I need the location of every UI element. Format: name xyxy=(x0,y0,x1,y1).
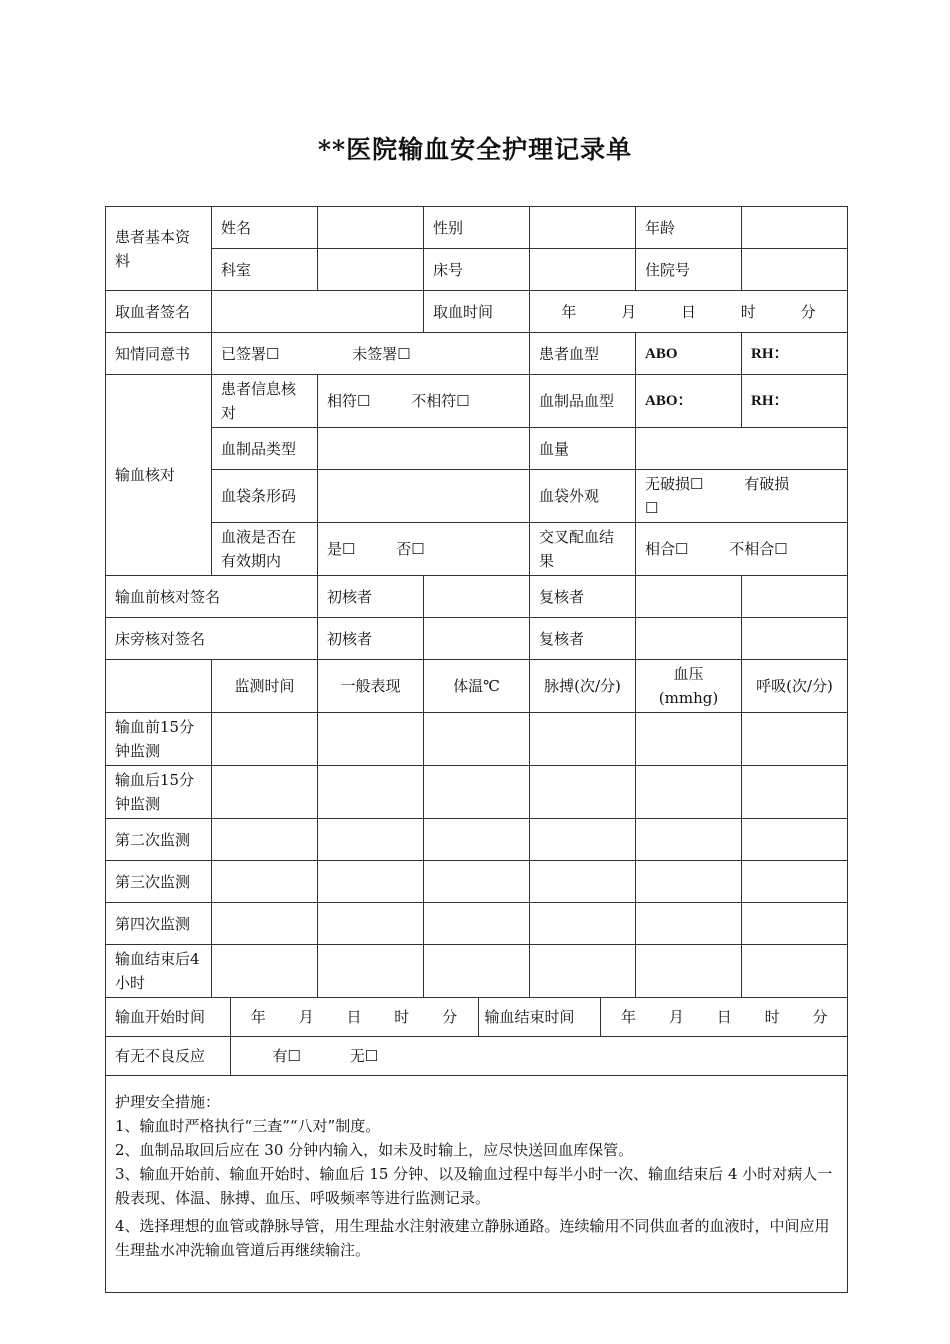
monitor-cell[interactable] xyxy=(212,903,318,945)
monitor-cell[interactable] xyxy=(424,861,530,903)
bed-field[interactable] xyxy=(530,249,636,291)
time-unit-hour: 时 xyxy=(740,302,756,321)
notes-row xyxy=(106,1076,848,1293)
notes-item: 1、输血时严格执行“三查”“八对”制度。 xyxy=(115,1117,381,1135)
pre-second-checker-spacer xyxy=(636,576,742,618)
bedside-sign-label: 床旁核对签名 xyxy=(106,618,318,660)
end-unit-hour: 时 xyxy=(764,1008,780,1026)
end-time-field[interactable] xyxy=(600,998,848,1036)
monitor-cell[interactable] xyxy=(212,713,318,766)
monitor-row xyxy=(106,903,848,945)
valid-yes-checkbox[interactable]: 是☐ xyxy=(327,540,356,558)
monitor-cell[interactable] xyxy=(530,945,636,998)
pre-second-checker-label: 复核者 xyxy=(530,576,636,618)
age-field[interactable] xyxy=(742,207,848,249)
product-rh-field[interactable]: RH： xyxy=(742,375,848,428)
monitor-cell[interactable] xyxy=(424,766,530,819)
transfusion-record-form xyxy=(105,206,848,1293)
bedside-first-checker-field[interactable] xyxy=(424,618,530,660)
start-unit-year: 年 xyxy=(250,1008,266,1026)
monitor-cell[interactable] xyxy=(318,903,424,945)
patient-rh-field[interactable]: RH： xyxy=(742,333,848,375)
monitor-cell[interactable] xyxy=(742,819,848,861)
valid-no-checkbox[interactable]: 否☐ xyxy=(396,540,425,558)
monitor-row xyxy=(106,766,848,819)
monitor-cell[interactable] xyxy=(212,945,318,998)
patient-row-2 xyxy=(106,249,848,291)
monitor-header-blank xyxy=(106,660,212,713)
monitor-cell[interactable] xyxy=(742,903,848,945)
age-label: 年龄 xyxy=(636,207,742,249)
damaged-checkbox[interactable]: 有破损☐ xyxy=(645,475,790,517)
monitor-cell[interactable] xyxy=(318,713,424,766)
monitor-cell[interactable] xyxy=(424,945,530,998)
monitor-cell[interactable] xyxy=(530,819,636,861)
end-unit-year: 年 xyxy=(620,1008,636,1026)
consent-label: 知情同意书 xyxy=(106,333,212,375)
end-unit-month: 月 xyxy=(668,1008,684,1026)
transfusion-time-cell xyxy=(106,998,848,1037)
patient-info-verify-label: 患者信息核对 xyxy=(212,375,318,428)
notes-heading: 护理安全措施： xyxy=(115,1093,221,1111)
monitor-cell[interactable] xyxy=(424,903,530,945)
monitor-row-label: 输血前15分钟监测 xyxy=(106,713,212,766)
mismatch-checkbox[interactable]: 不相符☐ xyxy=(411,392,470,410)
form-title: **医院输血安全护理记录单 xyxy=(317,135,633,164)
product-abo-field[interactable]: ABO： xyxy=(636,375,742,428)
product-category-field[interactable] xyxy=(318,428,530,470)
consent-signed-checkbox[interactable]: 已签署☐ xyxy=(221,344,280,363)
monitor-cell[interactable] xyxy=(742,766,848,819)
name-label: 姓名 xyxy=(212,207,318,249)
pre-sign-row xyxy=(106,576,848,618)
monitor-row xyxy=(106,819,848,861)
monitor-header-bp: 血压(mmhg) xyxy=(636,660,742,713)
consent-options xyxy=(212,333,530,375)
monitor-cell[interactable] xyxy=(636,766,742,819)
monitor-cell[interactable] xyxy=(530,903,636,945)
pre-sign-label: 输血前核对签名 xyxy=(106,576,318,618)
product-category-label: 血制品类型 xyxy=(212,428,318,470)
barcode-field[interactable] xyxy=(318,470,530,523)
time-unit-day: 日 xyxy=(680,302,696,321)
monitor-cell[interactable] xyxy=(424,713,530,766)
monitor-cell[interactable] xyxy=(636,945,742,998)
start-time-label: 输血开始时间 xyxy=(106,998,230,1036)
monitor-cell[interactable] xyxy=(636,861,742,903)
verify-section-label: 输血核对 xyxy=(106,375,212,576)
collector-row xyxy=(106,291,848,333)
time-unit-minute: 分 xyxy=(800,302,816,321)
valid-label: 血液是否在有效期内 xyxy=(212,523,318,576)
monitor-cell[interactable] xyxy=(530,713,636,766)
bedside-second-checker-spacer xyxy=(636,618,742,660)
admission-no-label: 住院号 xyxy=(636,249,742,291)
monitor-header-general: 一般表现 xyxy=(318,660,424,713)
consent-unsigned-checkbox[interactable]: 未签署☐ xyxy=(352,344,411,363)
time-unit-year: 年 xyxy=(561,302,577,321)
product-blood-type-label: 血制品血型 xyxy=(530,375,636,428)
notes-item: 4、选择理想的血管或静脉导管，用生理盐水注射液建立静脉通路。连续输用不同供血者的血液时，中间应用生理盐水冲洗输血管道后再继续输注。 xyxy=(115,1217,830,1259)
monitor-cell[interactable] xyxy=(318,945,424,998)
monitor-header-time: 监测时间 xyxy=(212,660,318,713)
monitor-cell[interactable] xyxy=(318,819,424,861)
bedside-sign-row xyxy=(106,618,848,660)
transfusion-time-row xyxy=(106,998,848,1037)
monitor-row xyxy=(106,713,848,766)
dept-label: 科室 xyxy=(212,249,318,291)
monitor-cell[interactable] xyxy=(636,819,742,861)
monitor-row-label: 第三次监测 xyxy=(106,861,212,903)
volume-field[interactable] xyxy=(636,428,848,470)
monitor-row-label: 第四次监测 xyxy=(106,903,212,945)
monitor-cell[interactable] xyxy=(318,766,424,819)
bedside-second-checker-label: 复核者 xyxy=(530,618,636,660)
match-checkbox[interactable]: 相符☐ xyxy=(327,392,371,410)
start-unit-month: 月 xyxy=(298,1008,314,1026)
monitor-cell[interactable] xyxy=(530,766,636,819)
patient-section-label: 患者基本资料 xyxy=(106,207,212,291)
bed-label: 床号 xyxy=(424,249,530,291)
consent-row xyxy=(106,333,848,375)
verify-row-1 xyxy=(106,375,848,428)
safety-notes xyxy=(106,1076,848,1293)
monitor-cell[interactable] xyxy=(636,713,742,766)
start-unit-day: 日 xyxy=(346,1008,362,1026)
end-unit-day: 日 xyxy=(716,1008,732,1026)
crossmatch-label: 交叉配血结果 xyxy=(530,523,636,576)
reaction-yes-checkbox[interactable]: 有☐ xyxy=(272,1047,301,1065)
pre-first-checker-field[interactable] xyxy=(424,576,530,618)
monitor-cell[interactable] xyxy=(424,819,530,861)
collector-sign-label: 取血者签名 xyxy=(106,291,212,333)
monitor-cell[interactable] xyxy=(318,861,424,903)
monitor-row xyxy=(106,945,848,998)
patient-row-1 xyxy=(106,207,848,249)
pre-second-checker-field[interactable] xyxy=(742,576,848,618)
monitor-row-label: 第二次监测 xyxy=(106,819,212,861)
collector-sign-field[interactable] xyxy=(212,291,424,333)
collector-time-label: 取血时间 xyxy=(424,291,530,333)
monitor-header-row xyxy=(106,660,848,713)
bag-appearance-label: 血袋外观 xyxy=(530,470,636,523)
patient-info-verify-options xyxy=(318,375,530,428)
volume-label: 血量 xyxy=(530,428,636,470)
monitor-cell[interactable] xyxy=(742,945,848,998)
patient-abo-field[interactable]: ABO xyxy=(636,333,742,375)
end-unit-minute: 分 xyxy=(812,1008,828,1026)
crossmatch-options xyxy=(636,523,848,576)
monitor-header-temp: 体温℃ xyxy=(424,660,530,713)
notes-item: 2、血制品取回后应在 30 分钟内输入，如未及时输上，应尽快送回血库保管。 xyxy=(115,1141,634,1159)
no-damage-checkbox[interactable]: 无破损☐ xyxy=(645,475,704,493)
pre-first-checker-label: 初核者 xyxy=(318,576,424,618)
start-unit-minute: 分 xyxy=(442,1008,458,1026)
monitor-cell[interactable] xyxy=(212,766,318,819)
compatible-checkbox[interactable]: 相合☐ xyxy=(645,540,689,558)
gender-label: 性别 xyxy=(424,207,530,249)
monitor-cell[interactable] xyxy=(636,903,742,945)
monitor-cell[interactable] xyxy=(742,713,848,766)
dept-field[interactable] xyxy=(318,249,424,291)
monitor-cell[interactable] xyxy=(212,861,318,903)
notes-item: 3、输血开始前、输血开始时、输血后 15 分钟、以及输血过程中每半小时一次、输血结束后 4 小时对病人一般表现、体温、脉搏、血压、呼吸频率等进行监测记录。 xyxy=(115,1165,833,1207)
reaction-no-checkbox[interactable]: 无☐ xyxy=(349,1047,379,1065)
bedside-first-checker-label: 初核者 xyxy=(318,618,424,660)
admission-no-field[interactable] xyxy=(742,249,848,291)
monitor-cell[interactable] xyxy=(530,861,636,903)
verify-row-2 xyxy=(106,428,848,470)
monitor-row xyxy=(106,861,848,903)
monitor-cell[interactable] xyxy=(212,819,318,861)
bag-appearance-options xyxy=(636,470,848,523)
collector-time-field[interactable] xyxy=(530,291,848,333)
incompatible-checkbox[interactable]: 不相合☐ xyxy=(729,540,788,558)
reaction-row xyxy=(106,1037,848,1076)
monitor-cell[interactable] xyxy=(742,861,848,903)
valid-options xyxy=(318,523,530,576)
reaction-label: 有无不良反应 xyxy=(106,1037,230,1075)
monitor-row-label: 输血结束后4小时 xyxy=(106,945,212,998)
monitor-header-pulse: 脉搏(次/分) xyxy=(530,660,636,713)
reaction-options xyxy=(230,1037,847,1075)
gender-field[interactable] xyxy=(530,207,636,249)
monitor-header-resp: 呼吸(次/分) xyxy=(742,660,848,713)
monitor-row-label: 输血后15分钟监测 xyxy=(106,766,212,819)
start-unit-hour: 时 xyxy=(394,1008,410,1026)
time-unit-month: 月 xyxy=(621,302,637,321)
patient-blood-type-label: 患者血型 xyxy=(530,333,636,375)
name-field[interactable] xyxy=(318,207,424,249)
bedside-second-checker-field[interactable] xyxy=(742,618,848,660)
barcode-label: 血袋条形码 xyxy=(212,470,318,523)
end-time-label: 输血结束时间 xyxy=(478,998,600,1036)
start-time-field[interactable] xyxy=(230,998,478,1036)
verify-row-3 xyxy=(106,470,848,523)
reaction-cell xyxy=(106,1037,848,1076)
verify-row-4 xyxy=(106,523,848,576)
